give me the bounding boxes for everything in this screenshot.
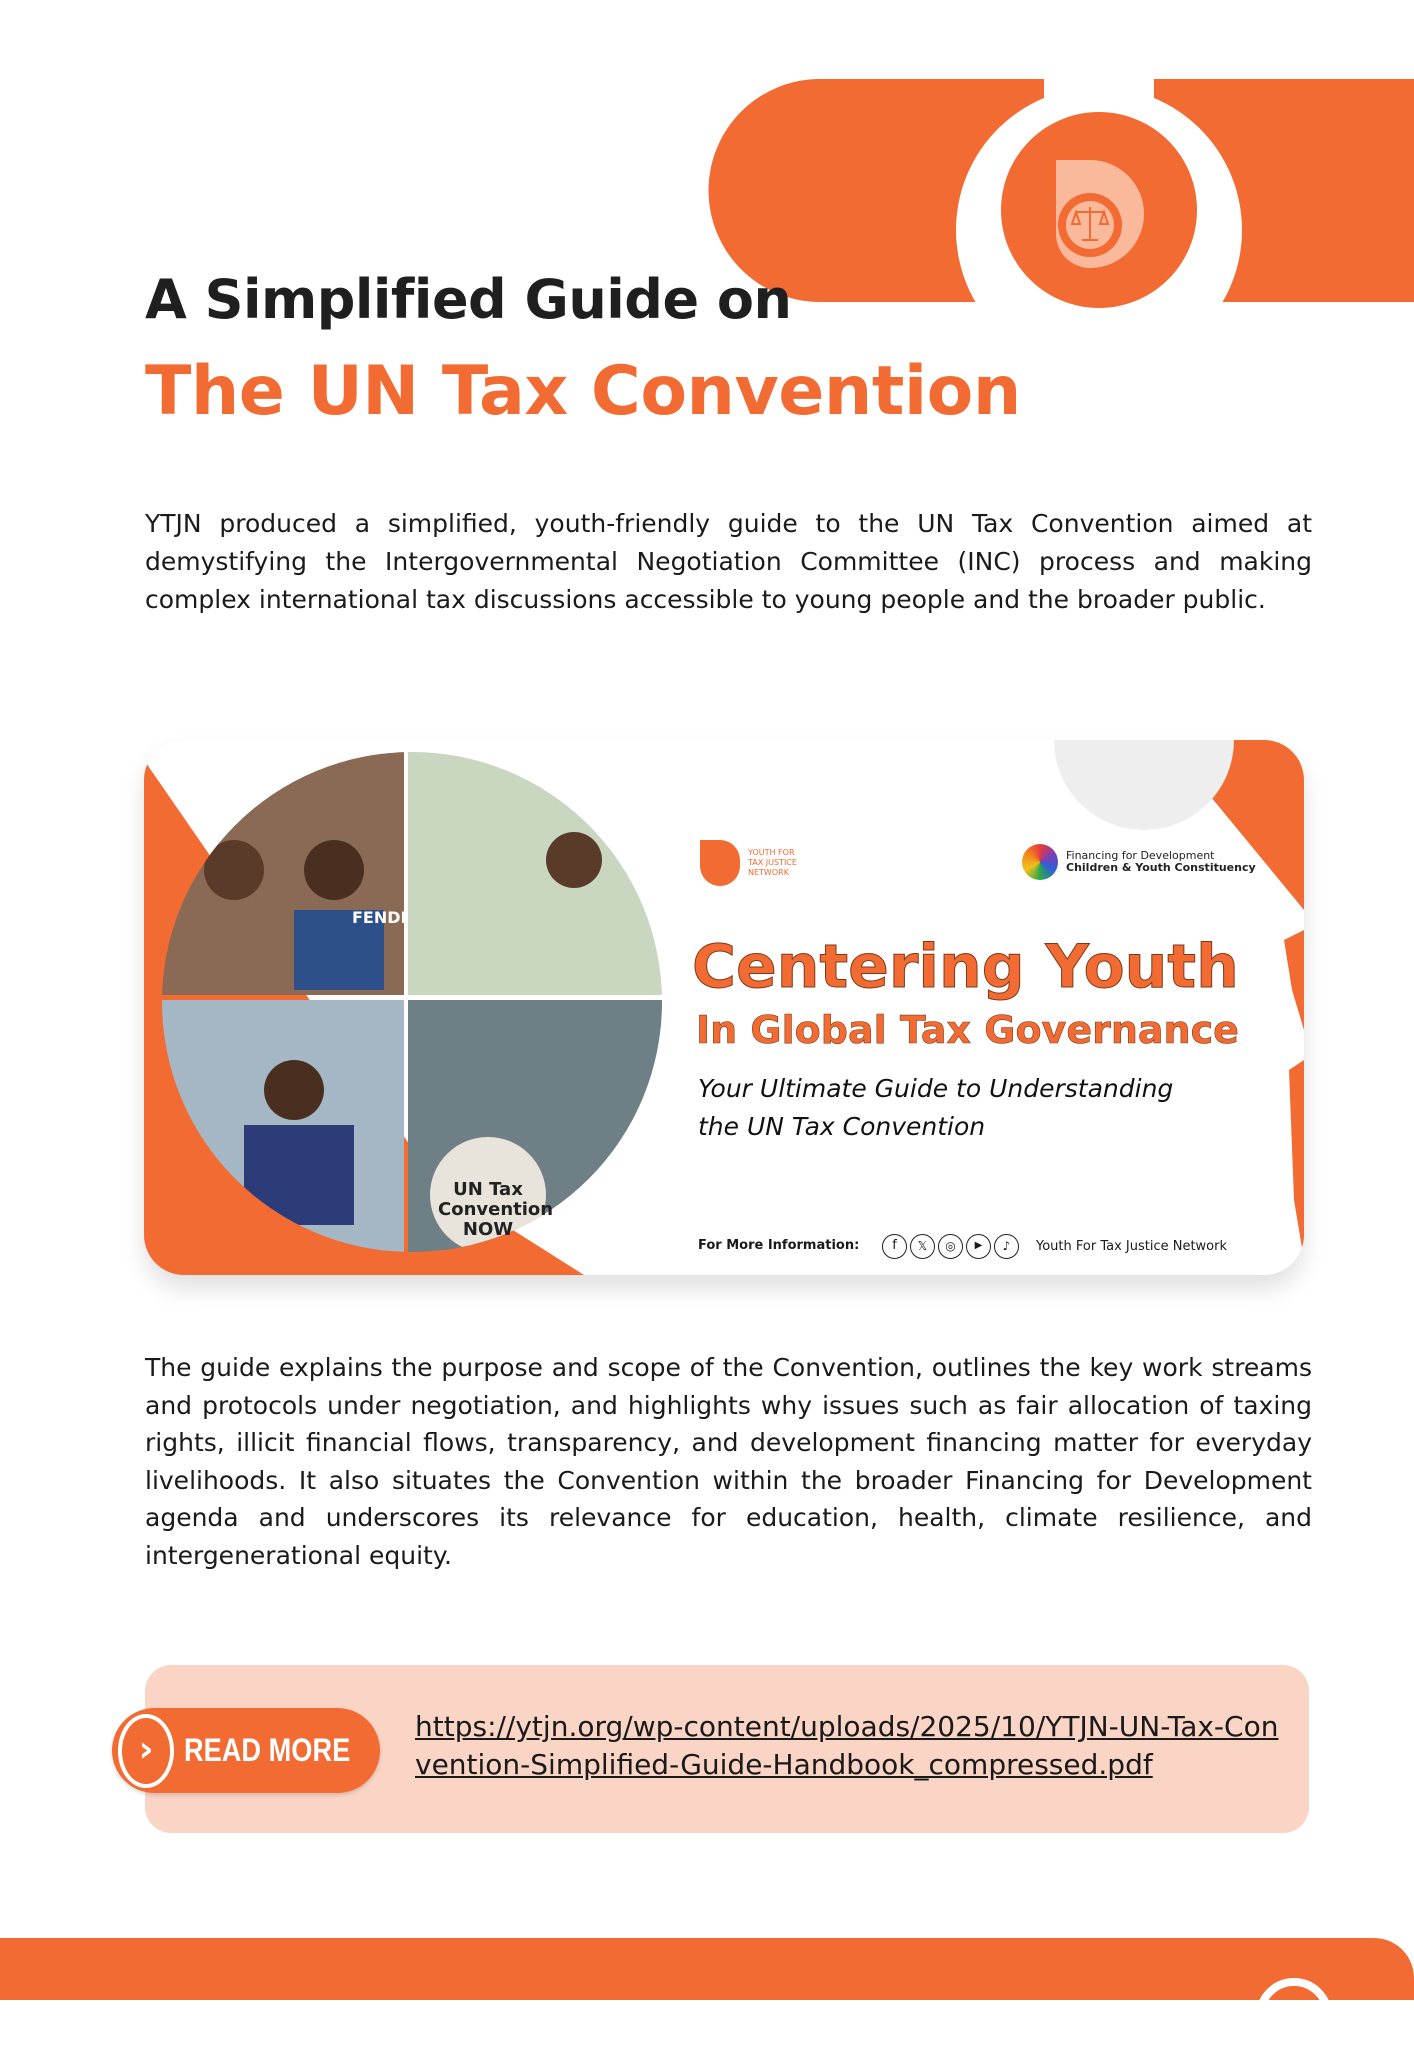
page-title-line1: A Simplified Guide on	[145, 268, 792, 331]
cover-subheadline: In Global Tax Governance	[696, 1008, 1239, 1052]
ytjn-logo	[700, 840, 808, 886]
x-icon[interactable]: 𝕏	[910, 1234, 935, 1259]
ytjn-logo-text: YOUTH FOR TAX JUSTICE NETWORK	[748, 848, 797, 877]
convention-badge: UN Tax Convention NOW	[438, 1179, 554, 1240]
cover-headline: Centering Youth	[692, 932, 1239, 1002]
read-more-button[interactable]	[112, 1708, 380, 1793]
body-paragraph: The guide explains the purpose and scope of the Convention, outlines the key work streams and protocols under negotiation, and highlights why issues such as fair allocation of taxing rights, illicit financial flows, transparency, and development financing matter for everyday livelihoods. It also situates the Convention within the broader Financing for Development agenda and underscores its relevance for education, health, climate resilience, and intergenerational equity.	[145, 1353, 1312, 1570]
footer-logo-ring	[1256, 1978, 1332, 2054]
ffd-logo	[1022, 844, 1256, 880]
tiktok-icon[interactable]: ♪	[994, 1234, 1019, 1259]
read-more-label: READ MORE	[184, 1732, 351, 1768]
shirt-text: FENDI	[352, 908, 407, 927]
footer-org: Youth For Tax Justice Network	[1036, 1239, 1228, 1254]
cover-tagline	[698, 1070, 1173, 1146]
intro-paragraph: YTJN produced a simplified, youth-friendly guide to the UN Tax Convention aimed at demystifying the Intergovernmental Negotiation Committee (INC) process and making complex international tax discussions accessible to young people and the broader public.	[145, 509, 1312, 614]
guide-cover-banner	[144, 740, 1304, 1275]
header-decoration	[0, 0, 1414, 310]
tagline-line1: Your Ultimate Guide to Understanding	[698, 1074, 1174, 1103]
hexagon-cluster-icon	[1022, 844, 1058, 880]
tagline-line2: the UN Tax Convention	[698, 1112, 986, 1141]
ffd-line1: Financing for Development	[1066, 849, 1215, 862]
brand-shapes	[0, 0, 1414, 310]
ffd-line2: Children & Youth Constituency	[1066, 861, 1256, 874]
social-icons	[882, 1234, 1019, 1259]
chevron-right-icon: ›	[118, 1714, 174, 1788]
youtube-icon[interactable]: ▶	[966, 1234, 991, 1259]
footer-bar	[0, 1938, 1414, 2000]
page-title-line2: The UN Tax Convention	[145, 352, 1021, 431]
scales-logo-icon	[700, 840, 740, 886]
instagram-icon[interactable]: ◎	[938, 1234, 963, 1259]
guide-pdf-link[interactable]: https://ytjn.org/wp-content/uploads/2025/10/YTJN-UN-Tax-Convention-Simplified-Guide-Handbook_compressed.pdf	[415, 1710, 1279, 1781]
facebook-icon[interactable]: f	[882, 1234, 907, 1259]
footer-label: For More Information:	[698, 1238, 860, 1253]
